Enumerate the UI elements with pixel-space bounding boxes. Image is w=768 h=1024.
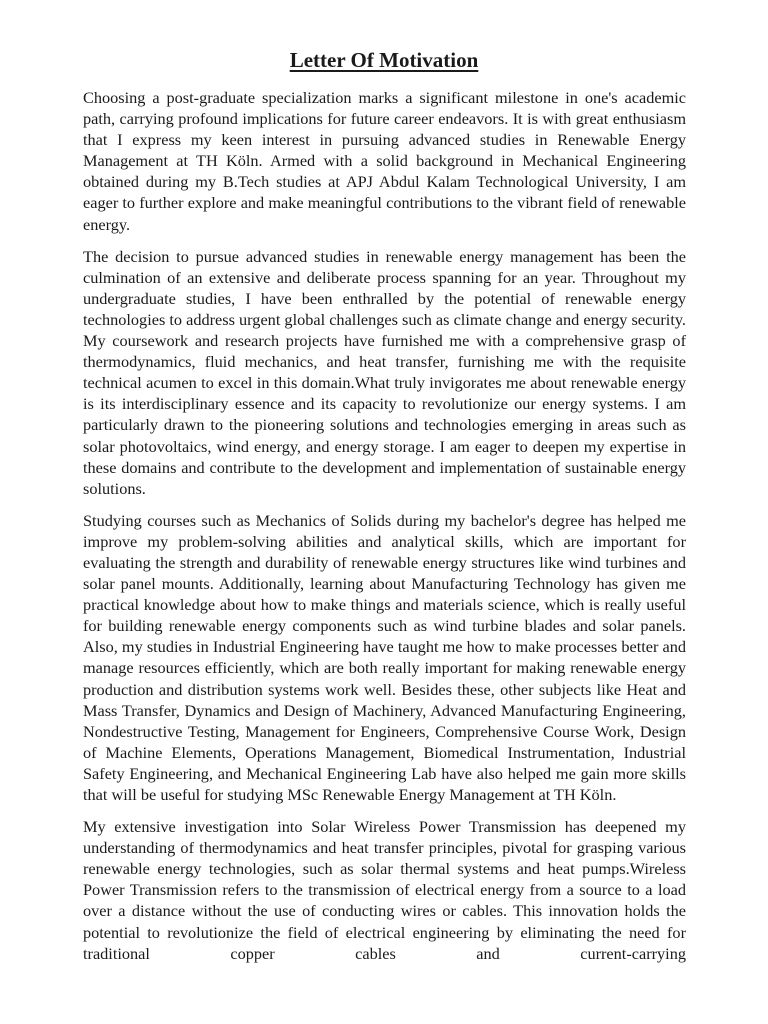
paragraph-coursework: Studying courses such as Mechanics of Solids during my bachelor's degree has helped me improve my problem-solving abilities and analytical skills, which are important for evaluating the strength and durability of renewable energy structures like wind turbines and solar panel mounts. Additionally, learning about Manufacturing Technology has given me practical knowledge about how to make things and materials science, which is really useful for building renewable energy components such as wind turbine blades and solar panels. Also, my studies in Industrial Engineering have taught me how to make processes better and manage resources efficiently, which are both really important for making renewable energy production and distribution systems work well. Besides these, other subjects like Heat and Mass Transfer, Dynamics and Design of Machinery, Advanced Manufacturing Engineering, Nondestructive Testing, Management for Engineers, Comprehensive Course Work, Design of Machine Elements, Operations Management, Biomedical Instrumentation, Industrial Safety Engineering, and Mechanical Engineering Lab have also helped me gain more skills that will be useful for studying MSc Renewable Energy Management at TH Köln. — [83, 510, 686, 804]
paragraph-introduction: Choosing a post-graduate specialization marks a significant milestone in one's academic path, carrying profound implications for future career endeavors. It is with great enthusiasm that I express my keen interest in pursuing advanced studies in Renewable Energy Management at TH Köln. Armed with a solid background in Mechanical Engineering obtained during my B.Tech studies at APJ Abdul Kalam Technological University, I am eager to further explore and make meaningful contributions to the vibrant field of renewable energy. — [83, 88, 686, 234]
paragraph-research: My extensive investigation into Solar Wireless Power Transmission has deepened my understanding of thermodynamics and heat transfer principles, pivotal for grasping various renewable energy technologies, such as solar thermal systems and heat pumps.Wireless Power Transmission refers to the transmission of electrical energy from a source to a load over a distance without the use of conducting wires or cables. This innovation holds the potential to revolutionize the field of electrical engineering by eliminating the need for traditional copper cables and current-carrying — [83, 817, 686, 963]
paragraph-motivation: The decision to pursue advanced studies in renewable energy management has been the culmination of an extensive and deliberate process spanning for an year. Throughout my undergraduate studies, I have been enthralled by the potential of renewable energy technologies to address urgent global challenges such as climate change and energy security. My coursework and research projects have furnished me with a comprehensive grasp of thermodynamics, fluid mechanics, and heat transfer, furnishing me with the requisite technical acumen to excel in this domain.What truly invigorates me about renewable energy is its interdisciplinary essence and its capacity to revolutionize our energy systems. I am particularly drawn to the pioneering solutions and technologies emerging in areas such as solar photovoltaics, wind energy, and energy storage. I am eager to deepen my expertise in these domains and contribute to the development and implementation of sustainable energy solutions. — [83, 246, 686, 498]
document-body — [83, 87, 686, 975]
document-title — [0, 46, 768, 74]
document-title-text: Letter Of Motivation — [289, 48, 479, 72]
